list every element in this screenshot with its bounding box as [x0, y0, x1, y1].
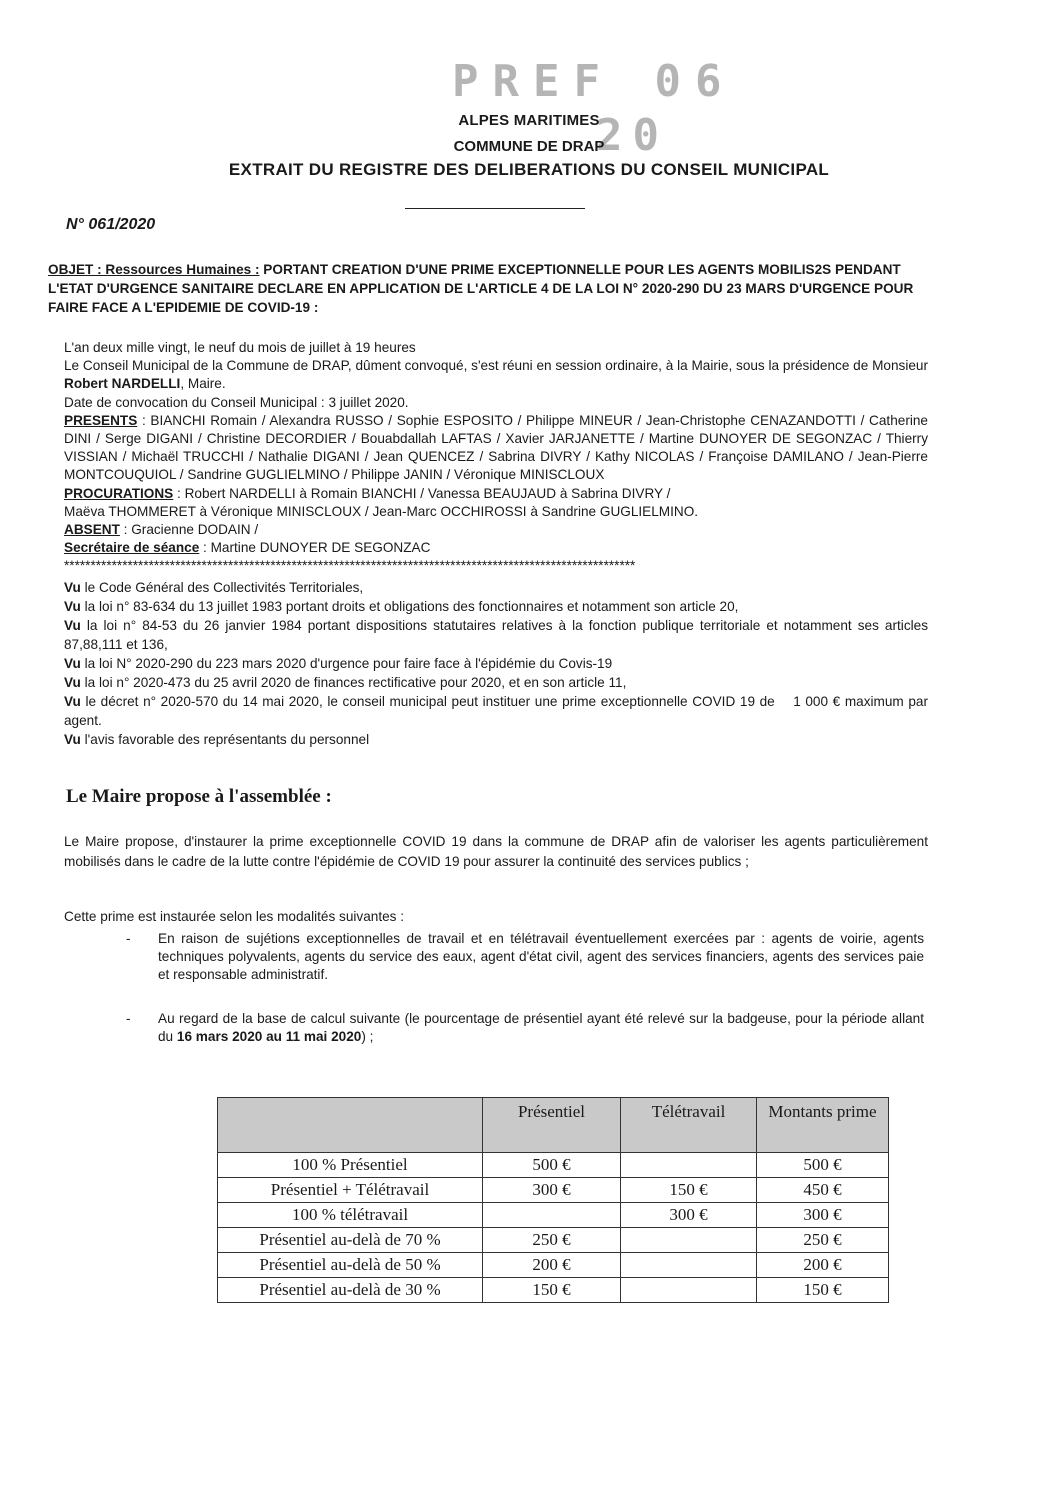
maire-propose-heading: Le Maire propose à l'assemblée : — [66, 786, 332, 807]
table-cell: 500 € — [757, 1153, 889, 1178]
list-item-text: Au regard de la base de calcul suivante (le pourcentage de présentiel ayant été relevé sur la badgeuse, pour la période allant du — [158, 1011, 924, 1044]
president-name: Robert NARDELLI — [64, 376, 181, 392]
presents-list — [64, 412, 928, 485]
seance-text-end: , Maire. — [180, 376, 226, 392]
absent-name: : Gracienne DODAIN / — [119, 522, 259, 538]
table-cell: 100 % Présentiel — [218, 1153, 483, 1178]
table-row — [218, 1153, 889, 1178]
secretaire-line — [64, 539, 928, 557]
visa-line — [64, 692, 932, 730]
table-cell: 150 € — [757, 1278, 889, 1303]
list-dash: - — [126, 931, 131, 946]
perforated-stamp: PREF 06 — [452, 56, 736, 107]
table-cell — [621, 1153, 757, 1178]
objet-paragraph — [48, 260, 928, 317]
procurations-text-1: : Robert NARDELLI à Romain BIANCHI / Vanessa BEAUJAUD à Sabrina DIVRY / — [173, 485, 671, 501]
table-cell — [621, 1228, 757, 1253]
vu-word: Vu — [64, 675, 81, 690]
objet-text: PORTANT CREATION D'UNE PRIME EXCEPTIONNELLE POUR LES AGENTS MOBILIS2S PENDANT L'ETAT D'URGENCE SANITAIRE DECLARE EN APPLICATION DE L'ARTICLE 4 DE LA LOI N° 2020-290 DU 23 MARS D'URGENCE POUR FAIRE FACE A L'EPIDEMIE DE COVID-19 : — [48, 262, 914, 315]
visa-line — [64, 673, 928, 692]
title-divider — [405, 208, 585, 209]
table-cell: Présentiel au-delà de 50 % — [218, 1253, 483, 1278]
visa-line — [64, 654, 928, 673]
prime-table — [217, 1097, 889, 1303]
list-item-text: En raison de sujétions exceptionnelles de travail et en télétravail éventuellement exercées par : agents de voirie, agents techniques polyvalents, agents du service des eaux, agent d'état civil, agent des services financiers, agents des services paie et responsable administratif. — [158, 931, 924, 982]
secretaire-name: : Martine DUNOYER DE SEGONZAC — [199, 540, 431, 556]
visa-text: la loi n° 83-634 du 13 juillet 1983 portant droits et obligations des fonctionnaires et notamment son article 20, — [80, 599, 739, 614]
modalites-intro: Cette prime est instaurée selon les modalités suivantes : — [64, 909, 405, 924]
list-item — [64, 930, 924, 984]
table-cell: 150 € — [621, 1178, 757, 1203]
modalites-list — [64, 930, 924, 1046]
visa-text: l'avis favorable des représentants du personnel — [80, 732, 370, 747]
vu-word: Vu — [64, 656, 81, 671]
table-header-cell: Présentiel — [483, 1098, 621, 1153]
absent-label: ABSENT — [64, 522, 120, 538]
table-cell: 200 € — [757, 1253, 889, 1278]
table-row — [218, 1278, 889, 1303]
list-item — [64, 1010, 924, 1046]
visa-line — [64, 578, 928, 597]
vu-word: Vu — [64, 599, 81, 614]
vu-word: Vu — [64, 694, 81, 709]
perforated-stamp-year: 20 — [596, 110, 669, 161]
table-cell: 300 € — [621, 1203, 757, 1228]
commune-heading: COMMUNE DE DRAP — [453, 138, 605, 155]
vu-word: Vu — [64, 732, 81, 747]
vu-word: Vu — [64, 580, 81, 595]
visa-line — [64, 730, 928, 749]
table-cell: 200 € — [483, 1253, 621, 1278]
secretaire-label: Secrétaire de séance — [64, 540, 200, 556]
table-cell: 250 € — [483, 1228, 621, 1253]
visa-text: le décret n° 2020-570 du 14 mai 2020, le conseil municipal peut instituer une prime exceptionnelle COVID 19 de 1 000 € maximum par agent. — [64, 694, 932, 728]
procurations-line-2: Maëva THOMMERET à Véronique MINISCLOUX / Jean-Marc OCCHIROSSI à Sandrine GUGLIELMINO. — [64, 503, 699, 519]
seance-convocation-text — [64, 357, 928, 393]
presents-label: PRESENTS — [64, 412, 138, 428]
absent-line — [64, 521, 928, 539]
visa-text: le Code Général des Collectivités Territoriales, — [80, 580, 364, 595]
seance-text: Le Conseil Municipal de la Commune de DRAP, dûment convoqué, s'est réuni en session ordinaire, à la Mairie, sous la présidence de Monsieur — [64, 358, 928, 374]
table-cell: 250 € — [757, 1228, 889, 1253]
visa-line — [64, 597, 928, 616]
table-cell: 100 % télétravail — [218, 1203, 483, 1228]
convocation-date: Date de convocation du Conseil Municipal : 3 juillet 2020. — [64, 394, 409, 410]
seance-date: L'an deux mille vingt, le neuf du mois de juillet à 19 heures — [64, 340, 416, 355]
table-row — [218, 1228, 889, 1253]
table-cell: Présentiel + Télétravail — [218, 1178, 483, 1203]
table-row — [218, 1203, 889, 1228]
department-heading: ALPES MARITIMES — [458, 112, 600, 129]
deliberation-number: N° 061/2020 — [66, 216, 156, 233]
asterisk-separator: ************************************************************************************************************ — [64, 558, 636, 574]
table-cell: 300 € — [483, 1178, 621, 1203]
table-header-row — [218, 1098, 889, 1153]
table-header-cell: Montants prime — [757, 1098, 889, 1153]
table-cell — [483, 1203, 621, 1228]
table-header-cell — [218, 1098, 483, 1153]
table-row — [218, 1253, 889, 1278]
period-dates: 16 mars 2020 au 11 mai 2020 — [176, 1029, 362, 1044]
objet-label: OBJET : Ressources Humaines : — [48, 262, 260, 277]
table-cell: Présentiel au-delà de 30 % — [218, 1278, 483, 1303]
proposition-paragraph: Le Maire propose, d'instaurer la prime exceptionnelle COVID 19 dans la commune de DRAP afin de valoriser les agents particulièrement mobilisés dans le cadre de la lutte contre l'épidémie de COVID 19 pour assurer la continuité des services publics ; — [64, 834, 928, 869]
table-row — [218, 1178, 889, 1203]
presents-names: : BIANCHI Romain / Alexandra RUSSO / Sophie ESPOSITO / Philippe MINEUR / Jean-Christophe CENAZANDOTTI / Catherine DINI / Serge DIGANI / Christine DECORDIER / Bouabdallah LAFTAS / Xavier JARJANETTE / Martine DUNOYER DE SEGONZAC / Thierry VISSIAN / Michaël TRUCCHI / Nathalie DIGANI / Jean QUENCEZ / Sabrina DIVRY / Kathy NICOLAS / Françoise DAMILANO / Jean-Pierre MONTCOUQUIOL / Sandrine GUGLIELMINO / Philippe JANIN / Véronique MINISCLOUX — [64, 412, 928, 483]
visa-line — [64, 616, 928, 654]
table-cell: 150 € — [483, 1278, 621, 1303]
table-cell: 300 € — [757, 1203, 889, 1228]
procurations-line-1 — [64, 485, 928, 503]
vu-word: Vu — [64, 618, 81, 633]
table-cell — [621, 1278, 757, 1303]
seance-block — [64, 339, 928, 576]
table-header-cell: Télétravail — [621, 1098, 757, 1153]
table-cell: Présentiel au-delà de 70 % — [218, 1228, 483, 1253]
visa-text: la loi n° 84-53 du 26 janvier 1984 portant dispositions statutaires relatives à la fonction publique territoriale et notamment ses articles 87,88,111 et 136, — [64, 618, 928, 652]
visas-block — [64, 578, 932, 749]
table-cell: 450 € — [757, 1178, 889, 1203]
list-item-text-end: ) ; — [361, 1029, 374, 1044]
procurations-label: PROCURATIONS — [64, 485, 174, 501]
visa-text: la loi n° 2020-473 du 25 avril 2020 de finances rectificative pour 2020, et en son article 11, — [80, 675, 627, 690]
table-cell — [621, 1253, 757, 1278]
visa-text: la loi N° 2020-290 du 223 mars 2020 d'urgence pour faire face à l'épidémie du Covis-19 — [80, 656, 613, 671]
list-dash: - — [126, 1011, 131, 1026]
document-title: EXTRAIT DU REGISTRE DES DELIBERATIONS DU CONSEIL MUNICIPAL — [228, 160, 830, 179]
table-cell: 500 € — [483, 1153, 621, 1178]
